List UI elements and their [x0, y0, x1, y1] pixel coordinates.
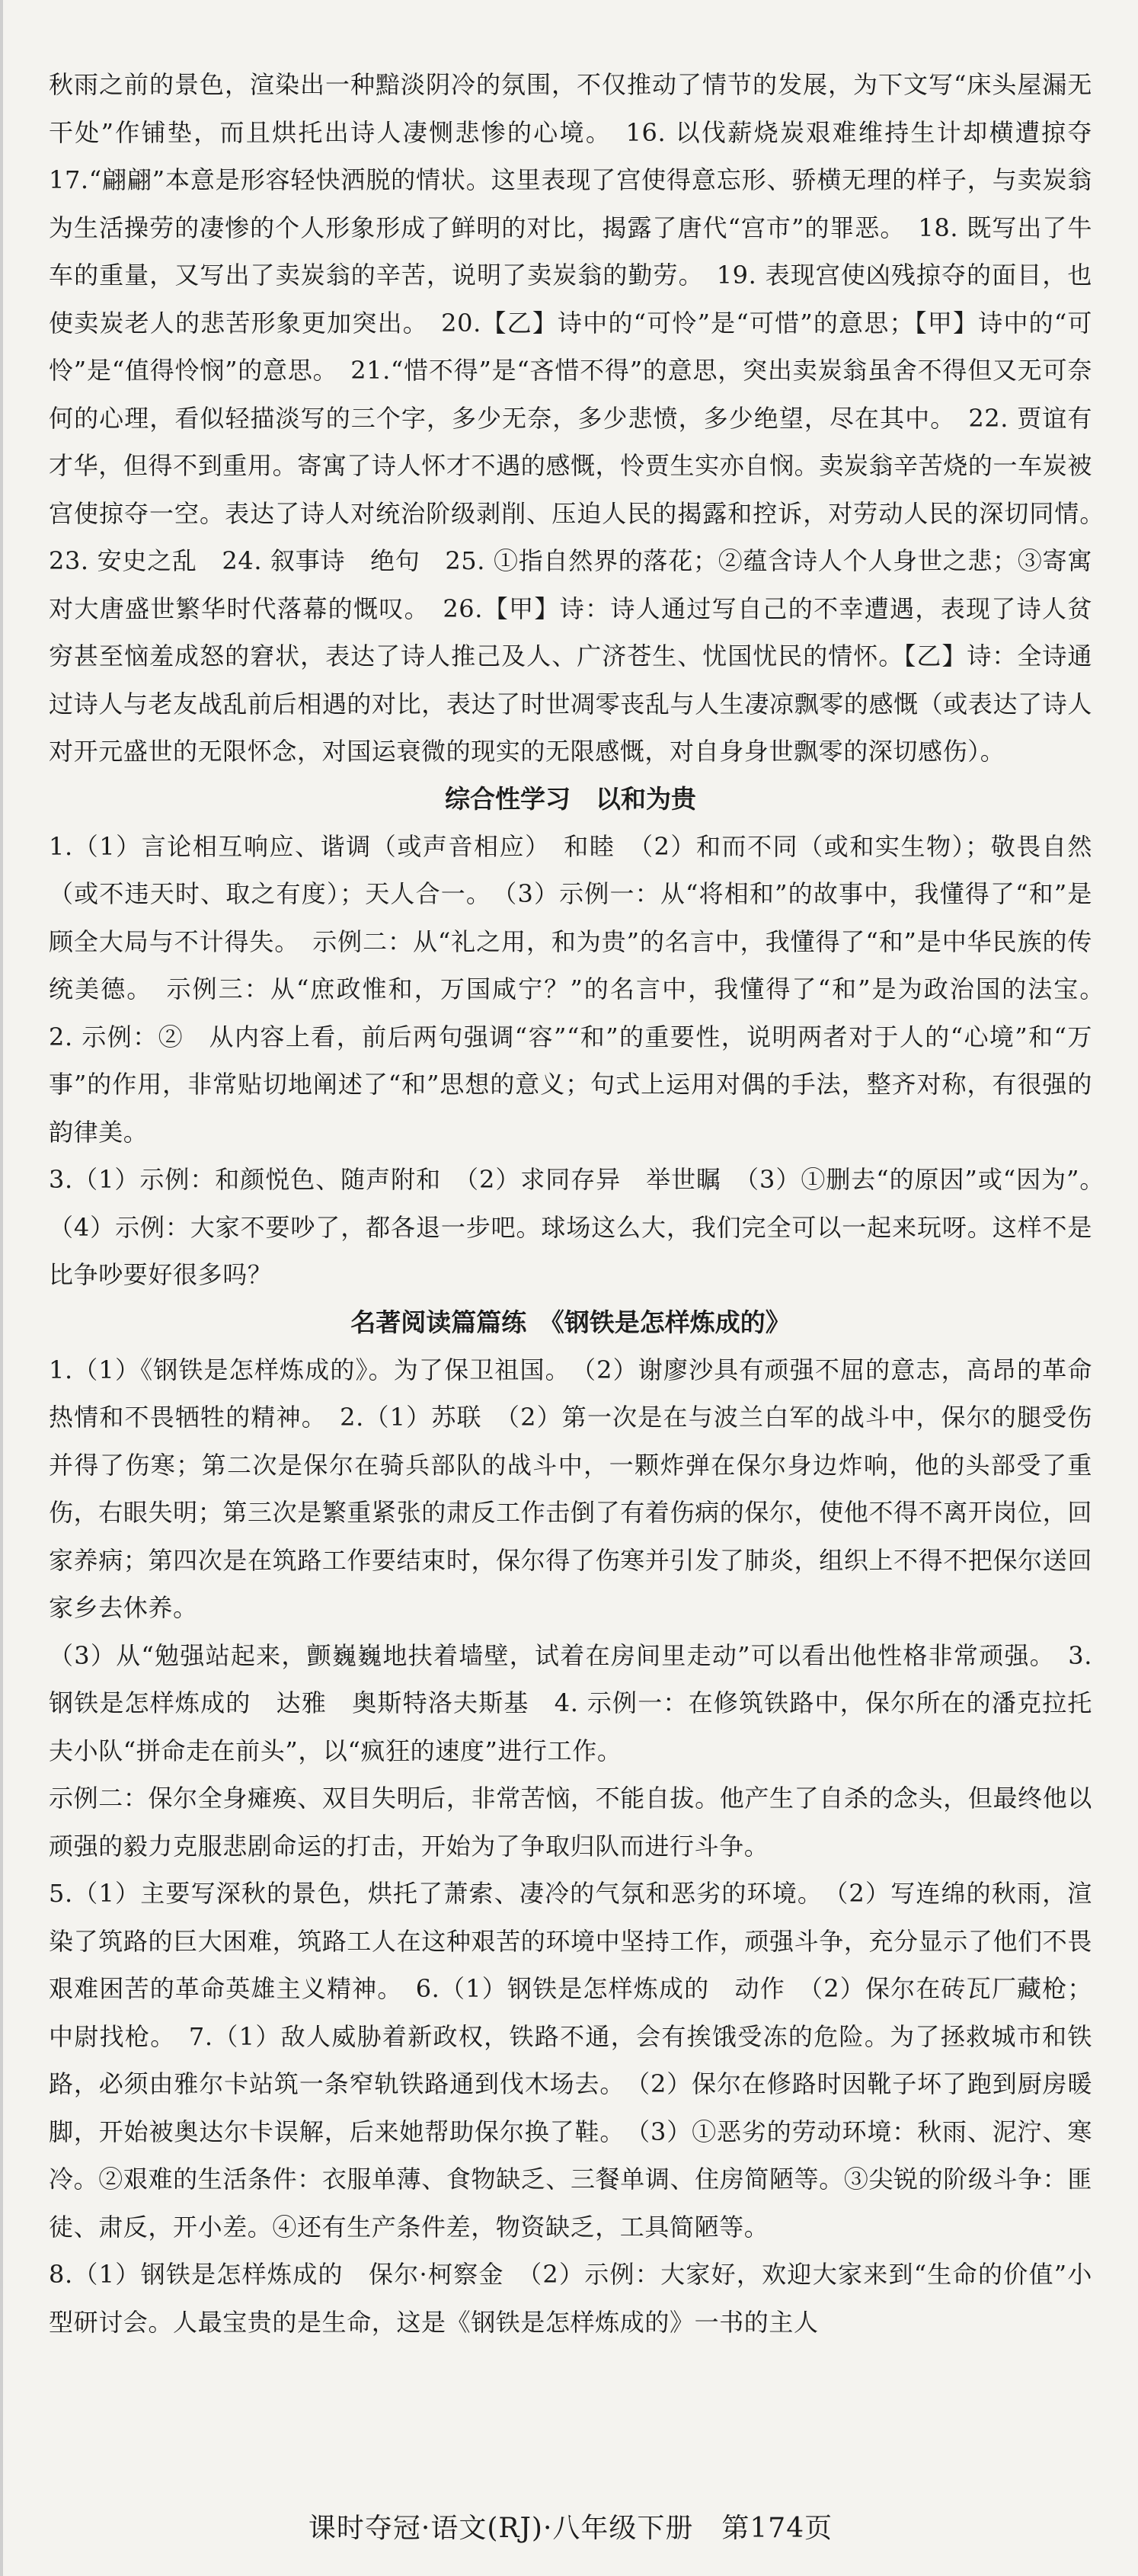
answers-continued: 秋雨之前的景色，渲染出一种黯淡阴冷的氛围，不仅推动了情节的发展，为下文写“床头屋漏无干处”作铺垫，而且烘托出诗人凄恻悲惨的心境。 16. 以伐薪烧炭艰难维持生计却横遭掠夺 17.“翩翩”本意是形容轻快洒脱的情状。这里表现了宫使得意忘形、骄横无理的样子，与卖炭翁为生活操劳的凄惨的个人形象形成了鲜明的对比，揭露了唐代“宫市”的罪恶。 18. 既写出了牛车的重量，又写出了卖炭翁的辛苦，说明了卖炭翁的勤劳。 19. 表现宫使凶残掠夺的面目，也使卖炭老人的悲苦形象更加突出。 20.【乙】诗中的“可怜”是“可惜”的意思；【甲】诗中的“可怜”是“值得怜悯”的意思。 21.“惜不得”是“吝惜不得”的意思，突出卖炭翁虽舍不得但又无可奈何的心理，看似轻描淡写的三个字，多少无奈，多少悲愤，多少绝望，尽在其中。 22. 贾谊有才华，但得不到重用。寄寓了诗人怀才不遇的感慨，怜贾生实亦自悯。卖炭翁辛苦烧的一车炭被宫使掠夺一空。表达了诗人对统治阶级剥削、压迫人民的揭露和控诉，对劳动人民的深切同情。 23. 安史之乱 24. 叙事诗 绝句 25. ①指自然界的落花；②蕴含诗人个人身世之悲；③寄寓对大唐盛世繁华时代落幕的慨叹。 26.【甲】诗：诗人通过写自己的不幸遭遇，表现了诗人贫穷甚至恼羞成怒的窘状，表达了诗人推己及人、广济苍生、忧国忧民的情怀。【乙】诗：全诗通过诗人与老友战乱前后相遇的对比，表达了时世凋零丧乱与人生凄凉飘零的感慨（或表达了诗人对开元盛世的无限怀念，对国运衰微的现实的无限感慨，对自身身世飘零的深切感伤）。	[49, 70, 1117, 766]
mingzhu-answer-5-7: 5.（1）主要写深秋的景色，烘托了萧索、凄冷的气氛和恶劣的环境。 （2）写连绵的秋雨，渲染了筑路的巨大困难，筑路工人在这种艰苦的环境中坚持工作，顽强斗争，充分显示了他们不畏艰难困苦的革命英雄主义精神。 6.（1）钢铁是怎样炼成的 动作 （2）保尔在砖瓦厂藏枪；中尉找枪。 7.（1）敌人威胁着新政权，铁路不通，会有挨饿受冻的危险。为了拯救城市和铁路，必须由雅尔卡站筑一条窄轨铁路通到伐木场去。 （2）保尔在修路时因靴子坏了跑到厨房暖脚，开始被奥达尔卡误解，后来她帮助保尔换了鞋。 （3）①恶劣的劳动环境：秋雨、泥泞、寒冷。②艰难的生活条件：衣服单薄、食物缺乏、三餐单调、住房简陋等。③尖锐的阶级斗争：匪徒、肃反，开小差。④还有生产条件差，物资缺乏，工具简陋等。	[49, 1879, 1092, 2242]
zonghe-answer-3: 3.（1）示例：和颜悦色、随声附和 （2）求同存异 举世瞩 （3）①删去“的原因”或“因为”。 （4）示例：大家不要吵了，都各退一步吧。球场这么大，我们完全可以一起来玩呀。这样不是比争吵要好很多吗？	[49, 1165, 1117, 1289]
page-footer: 课时夺冠·语文(RJ)·八年级下册 第174页	[308, 2513, 833, 2544]
section-heading-mingzhu: 名著阅读篇篇练 《钢铁是怎样炼成的》	[350, 1307, 791, 1337]
mingzhu-answer-2-4: （3）从“勉强站起来，颤巍巍地扶着墙壁，试着在房间里走动”可以看出他性格非常顽强。 3. 钢铁是怎样炼成的 达雅 奥斯特洛夫斯基 4. 示例一：在修筑铁路中，保尔所在的潘克拉托夫小队“拼命走在前头”，以“疯狂的速度”进行工作。	[49, 1640, 1092, 1765]
zonghe-answer-1-2: 1.（1）言论相互响应、谐调（或声音相应） 和睦 （2）和而不同（或和实生物）；敬畏自然（或不违天时、取之有度）；天人合一。 （3）示例一：从“将相和”的故事中，我懂得了“和”是顾全大局与不计得失。 示例二：从“礼之用，和为贵”的名言中，我懂得了“和”是中华民族的传统美德。 示例三：从“庶政惟和，万国咸宁？”的名言中，我懂得了“和”是为政治国的法宝。 2. 示例：② 从内容上看，前后两句强调“容”“和”的重要性，说明两者对于人的“心境”和“万事”的作用，非常贴切地阐述了“和”思想的意义；句式上运用对偶的手法，整齐对称，有很强的韵律美。	[49, 831, 1117, 1147]
section-heading-zonghe: 综合性学习 以和为贵	[445, 783, 696, 814]
mingzhu-answer-1-2: 1.（1）《钢铁是怎样炼成的》。为了保卫祖国。 （2）谢廖沙具有顽强不屈的意志，高昂的革命热情和不畏牺牲的精神。 2.（1）苏联 （2）第一次是在与波兰白军的战斗中，保尔的腿受伤并得了伤寒；第二次是保尔在骑兵部队的战斗中，一颗炸弹在保尔身边炸响，他的头部受了重伤，右眼失明；第三次是繁重紧张的肃反工作击倒了有着伤病的保尔，使他不得不离开岗位，回家养病；第四次是在筑路工作要结束时，保尔得了伤寒并引发了肺炎，组织上不得不把保尔送回家乡去休养。	[49, 1355, 1092, 1622]
mingzhu-answer-4-example2: 示例二：保尔全身瘫痪、双目失明后，非常苦恼，不能自拔。他产生了自杀的念头，但最终他以顽强的毅力克服悲剧命运的打击，开始为了争取归队而进行斗争。	[49, 1784, 1092, 1861]
mingzhu-answer-8: 8.（1）钢铁是怎样炼成的 保尔·柯察金 （2）示例：大家好，欢迎大家来到“生命的价值”小型研讨会。人最宝贵的是生命，这是《钢铁是怎样炼成的》一书的主人	[49, 2260, 1092, 2337]
